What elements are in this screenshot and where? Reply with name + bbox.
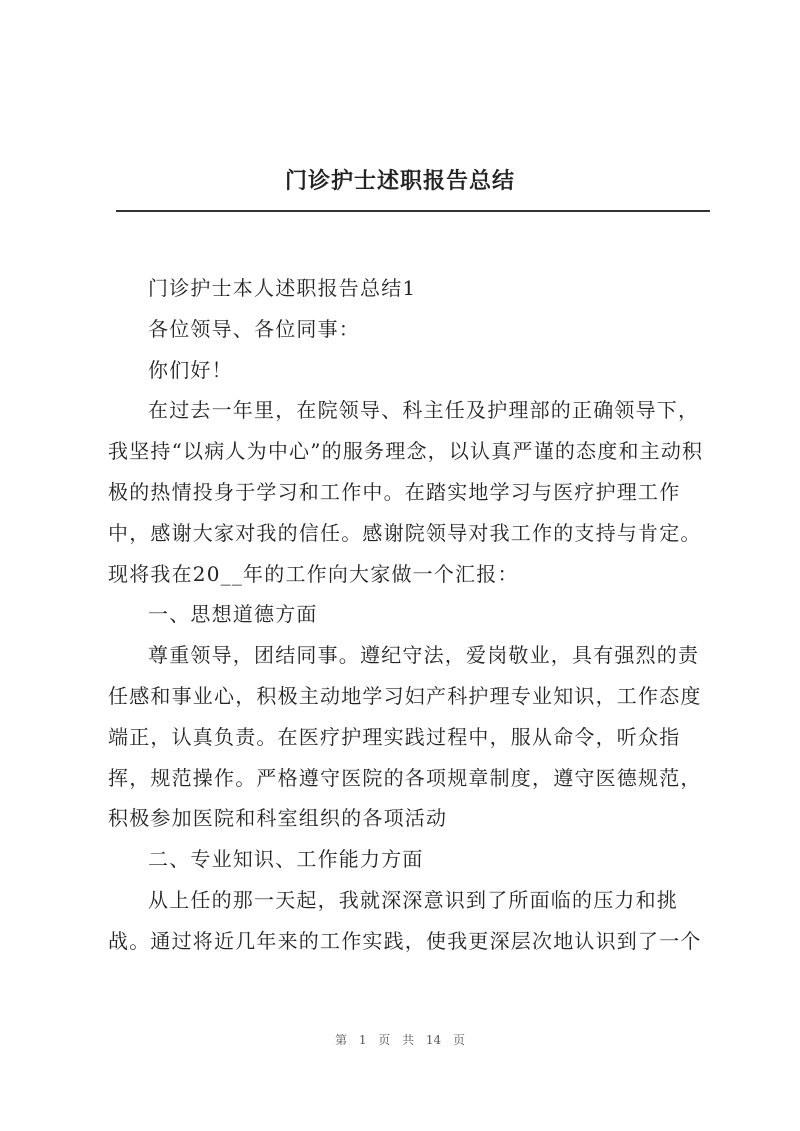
section-heading: 一、思想道德方面 (148, 602, 318, 627)
paragraph: 门诊护士本人述职报告总结1 (148, 276, 417, 300)
paragraph: 尊重领导，团结同事。遵纪守法，爱岗敬业，具有强烈的责任感和事业心，积极主动地学习妇产科护理专业知识，工作态度端正，认真负责。在医疗护理实践过程中，服从命令，听众指挥，规范操作。严格遵守医院的各项规章制度，遵守医德规范，积极参加医院和科室组织的各项活动 (108, 643, 702, 831)
paragraph: 在过去一年里，在院领导、科主任及护理部的正确领导下，我坚持“以病人为中心”的服务理念，以认真严谨的态度和主动积极的热情投身于学习和工作中。在踏实地学习与医疗护理工作中，感谢大家对我的信任。感谢院领导对我工作的支持与肯定。现将我在20__年的工作向大家做一个汇报： (108, 398, 704, 586)
paragraph: 你们好！ (148, 357, 233, 382)
paragraph: 从上任的那一天起，我就深深意识到了所面临的压力和挑战。通过将近几年来的工作实践，使我更深层次地认识到了一个 (108, 887, 702, 953)
document-title: 门诊护士述职报告总结 (284, 169, 515, 194)
document-body (108, 268, 712, 962)
title-divider (116, 210, 710, 212)
page-number: 第 1 页 共 14 页 (335, 1033, 465, 1047)
paragraph: 各位领导、各位同事： (148, 316, 360, 341)
section-heading: 二、专业知识、工作能力方面 (148, 847, 424, 872)
